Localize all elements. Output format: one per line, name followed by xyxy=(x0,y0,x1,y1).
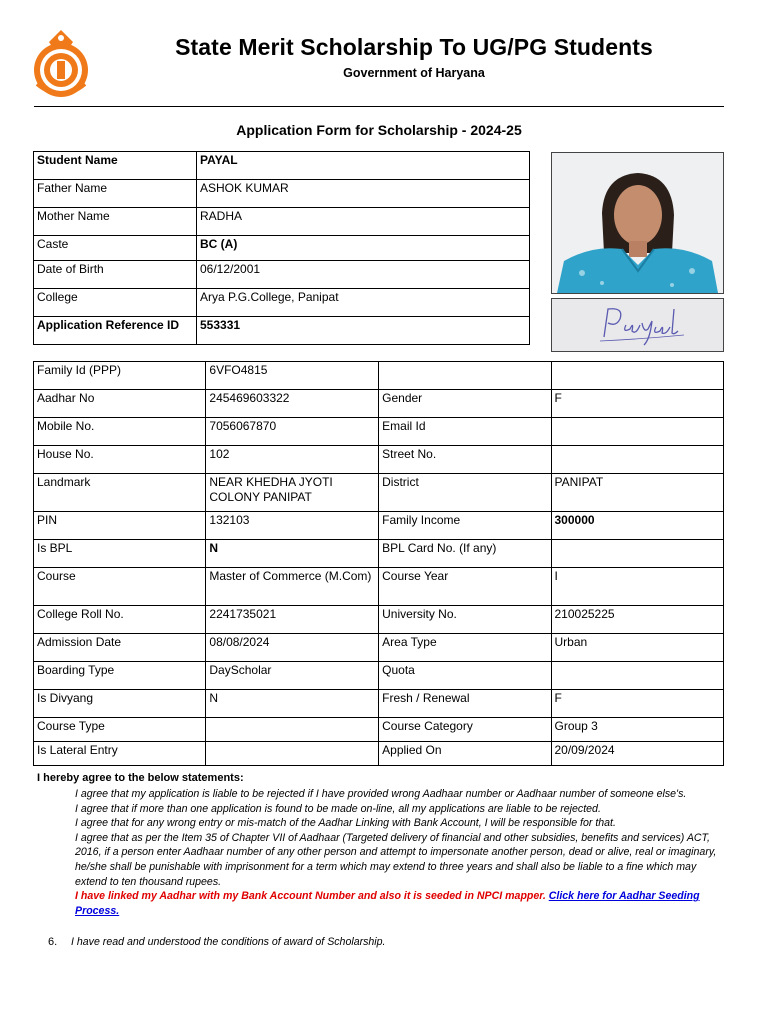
detail-value: I xyxy=(551,568,724,606)
detail-value: F xyxy=(551,390,724,418)
declaration-statements xyxy=(75,787,730,918)
detail-value: 08/08/2024 xyxy=(206,634,379,662)
detail-value: NEAR KHEDHA JYOTI COLONY PANIPAT xyxy=(206,474,379,512)
statement-3: I agree that for any wrong entry or mis-match of the Aadhar Linking with Bank Account, I will be responsible for that. xyxy=(75,817,616,830)
detail-label: Mobile No. xyxy=(34,418,206,446)
detail-label: Aadhar No xyxy=(34,390,206,418)
detail-label: District xyxy=(379,474,551,512)
detail-label: BPL Card No. (If any) xyxy=(379,540,551,568)
form-title: Application Form for Scholarship - 2024-25 xyxy=(236,122,522,138)
detail-label: Quota xyxy=(379,662,551,690)
detail-label: House No. xyxy=(34,446,206,474)
detail-value xyxy=(206,718,379,742)
detail-value xyxy=(551,362,724,390)
detail-label: Is Lateral Entry xyxy=(34,742,206,766)
app-ref-label: Application Reference ID xyxy=(34,317,197,345)
detail-label: Landmark xyxy=(34,474,206,512)
detail-label: Course Year xyxy=(379,568,551,606)
detail-value: DayScholar xyxy=(206,662,379,690)
detail-value: 6VFO4815 xyxy=(206,362,379,390)
detail-value: Urban xyxy=(551,634,724,662)
student-photo xyxy=(551,152,724,294)
college-label: College xyxy=(34,289,197,317)
detail-label: Area Type xyxy=(379,634,551,662)
detail-value: 102 xyxy=(206,446,379,474)
statement-4: I agree that as per the Item 35 of Chapter VII of Aadhaar (Targeted delivery of financial and other subsidies, benefits and services) ACT, 2016, if a person enter Aadhaar number of any other person and attempt to impersonate another person, dead or alive, real or imaginary, he/she shall be punishable with imprisonment for a term which may extend to three years and shall also be liable to a fine which may extend to ten thousand rupees. xyxy=(75,831,717,888)
detail-label: Course xyxy=(34,568,206,606)
detail-value xyxy=(551,662,724,690)
detail-value: PANIPAT xyxy=(551,474,724,512)
aadhar-seeding-link[interactable]: Click here for Aadhar Seeding Process. xyxy=(75,890,700,917)
detail-label: Is BPL xyxy=(34,540,206,568)
aadhar-linked-notice: I have linked my Aadhar with my Bank Account Number and also it is seeded in NPCI mapper. xyxy=(75,890,546,903)
detail-value xyxy=(551,446,724,474)
detail-label: University No. xyxy=(379,606,551,634)
mother-name-label: Mother Name xyxy=(34,208,197,236)
detail-value: N xyxy=(206,540,379,568)
detail-label: Applied On xyxy=(379,742,551,766)
detail-label: PIN xyxy=(34,512,206,540)
detail-value: 300000 xyxy=(551,512,724,540)
detail-value: 210025225 xyxy=(551,606,724,634)
detail-value: Master of Commerce (M.Com) xyxy=(206,568,379,606)
detail-value: 20/09/2024 xyxy=(551,742,724,766)
detail-label: Family Income xyxy=(379,512,551,540)
details-table xyxy=(33,361,724,766)
detail-value xyxy=(551,540,724,568)
statement-6: I have read and understood the conditions of award of Scholarship. xyxy=(71,936,386,948)
signature-icon xyxy=(552,299,723,351)
detail-label: Is Divyang xyxy=(34,690,206,718)
app-ref-value: 553331 xyxy=(197,317,530,345)
detail-value: Group 3 xyxy=(551,718,724,742)
mother-name-value: RADHA xyxy=(197,208,530,236)
detail-label: College Roll No. xyxy=(34,606,206,634)
statement-2: I agree that if more than one application is found to be made on-line, all my applications are liable to be rejected. xyxy=(75,802,601,815)
detail-label: Fresh / Renewal xyxy=(379,690,551,718)
detail-label: Course Category xyxy=(379,718,551,742)
detail-value xyxy=(551,418,724,446)
detail-value: 7056067870 xyxy=(206,418,379,446)
student-signature xyxy=(551,298,724,352)
header-divider xyxy=(34,106,724,107)
detail-label: Street No. xyxy=(379,446,551,474)
student-name-value: PAYAL xyxy=(197,152,530,180)
caste-value: BC (A) xyxy=(197,236,530,261)
dob-label: Date of Birth xyxy=(34,261,197,289)
declaration-heading: I hereby agree to the below statements: xyxy=(37,772,244,784)
detail-value: N xyxy=(206,690,379,718)
detail-label: Gender xyxy=(379,390,551,418)
father-name-label: Father Name xyxy=(34,180,197,208)
detail-label: Family Id (PPP) xyxy=(34,362,206,390)
detail-value xyxy=(206,742,379,766)
page-title: State Merit Scholarship To UG/PG Students xyxy=(175,34,653,60)
student-name-label: Student Name xyxy=(34,152,197,180)
detail-label: Email Id xyxy=(379,418,551,446)
dob-value: 06/12/2001 xyxy=(197,261,530,289)
statement-5 xyxy=(75,889,730,918)
person-photo-icon xyxy=(552,153,723,293)
detail-label xyxy=(379,362,551,390)
detail-value: 245469603322 xyxy=(206,390,379,418)
student-info-table xyxy=(33,151,530,345)
father-name-value: ASHOK KUMAR xyxy=(197,180,530,208)
detail-value: 132103 xyxy=(206,512,379,540)
statement-1: I agree that my application is liable to be rejected if I have provided wrong Aadhaar number or Aadhaar number of someone else's. xyxy=(75,788,687,800)
detail-label: Boarding Type xyxy=(34,662,206,690)
detail-value: 2241735021 xyxy=(206,606,379,634)
page-subtitle: Government of Haryana xyxy=(343,66,485,80)
detail-value: F xyxy=(551,690,724,718)
detail-label: Course Type xyxy=(34,718,206,742)
detail-label: Admission Date xyxy=(34,634,206,662)
college-value: Arya P.G.College, Panipat xyxy=(197,289,530,317)
statement-6-number: 6. xyxy=(48,936,58,948)
caste-label: Caste xyxy=(34,236,197,261)
